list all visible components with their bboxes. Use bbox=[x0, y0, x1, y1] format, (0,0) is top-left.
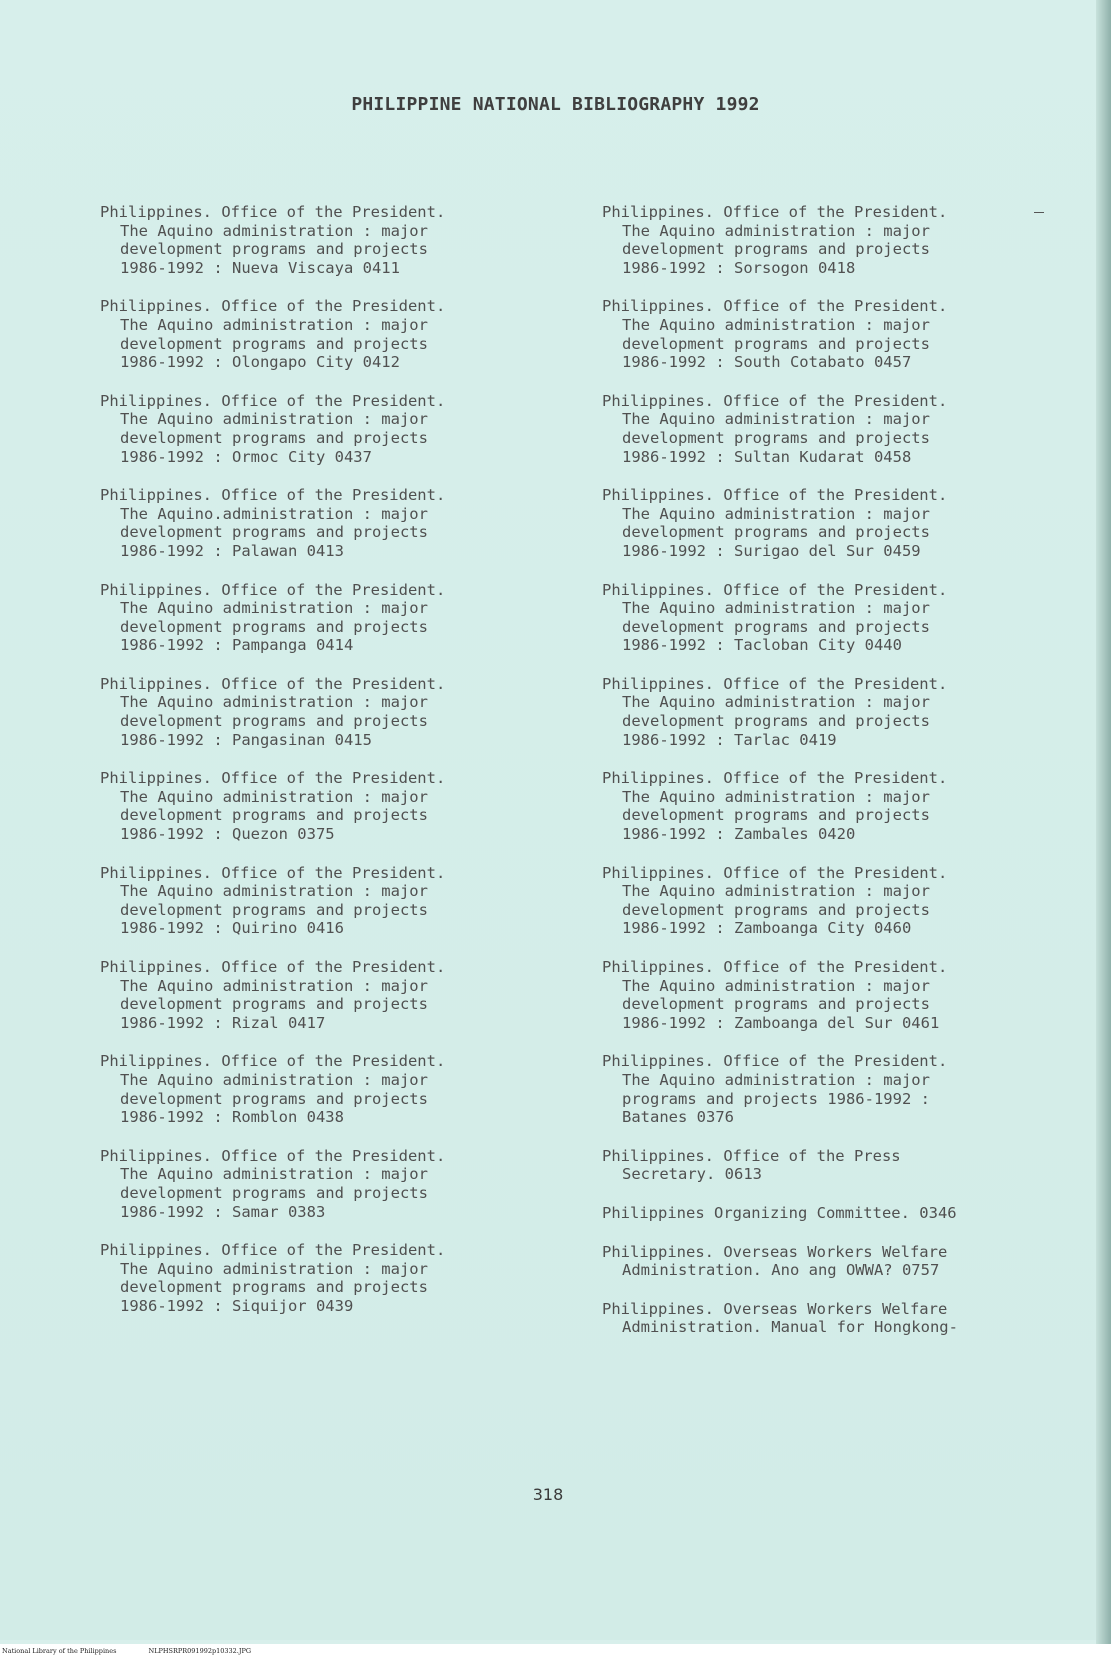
bibliography-entry bbox=[100, 864, 540, 938]
entry-body: Secretary. 0613 bbox=[622, 1165, 762, 1184]
bibliography-entry bbox=[100, 769, 540, 843]
bibliography-entry bbox=[602, 1204, 1042, 1223]
entry-heading: Philippines. Office of the President. bbox=[100, 863, 446, 882]
bibliography-entry bbox=[602, 769, 1042, 843]
entry-heading: Philippines. Overseas Workers Welfare bbox=[602, 1299, 948, 1318]
footer-library: National Library of the Philippines bbox=[2, 1647, 117, 1655]
entry-heading: Philippines. Office of the President. bbox=[100, 958, 446, 976]
entry-heading: Philippines. Office of the President. bbox=[602, 1052, 948, 1071]
bibliography-entry bbox=[100, 1052, 540, 1126]
entry-body: The Aquino administration : major development programs and projects 1986-1992 : Tacloban City 0440 bbox=[622, 599, 930, 655]
entry-heading: Philippines Organizing Committee. 0346 bbox=[602, 1203, 957, 1222]
entry-body: The Aquino administration : major development programs and projects 1986-1992 : Sultan Kudarat 0458 bbox=[622, 410, 930, 466]
entry-heading: Philippines. Office of the President. bbox=[100, 1241, 446, 1260]
entry-body: The Aquino administration : major development programs and projects 1986-1992 : Quezon 0375 bbox=[120, 787, 428, 844]
entry-heading: Philippines. Office of the President. bbox=[100, 203, 446, 221]
bibliography-entry bbox=[602, 1300, 1042, 1337]
entry-heading: Philippines. Office of the President. bbox=[100, 391, 446, 410]
entry-heading: Philippines. Office of the President. bbox=[100, 580, 446, 599]
entry-body: The Aquino administration : major development programs and projects 1986-1992 : Romblon 0438 bbox=[120, 1070, 428, 1127]
bibliography-entry bbox=[602, 864, 1042, 938]
bibliography-entry bbox=[602, 392, 1042, 466]
entry-body: The Aquino administration : major development programs and projects 1986-1992 : Olongapo City 0412 bbox=[120, 315, 428, 372]
bibliography-entry bbox=[602, 1052, 1042, 1126]
entry-heading: Philippines. Office of the President. bbox=[602, 297, 948, 316]
footer-file: NLPHSRPR091992p10332.JPG bbox=[148, 1647, 252, 1655]
bibliography-entry bbox=[100, 392, 540, 466]
scan-footer bbox=[0, 1644, 1111, 1658]
bibliography-entry bbox=[100, 203, 540, 277]
entry-heading: Philippines. Office of the President. bbox=[100, 769, 446, 788]
bibliography-entry bbox=[100, 581, 540, 655]
entry-body: The Aquino administration : major programs and projects 1986-1992 : Batanes 0376 bbox=[622, 1070, 930, 1127]
entry-body: Administration. Manual for Hongkong- bbox=[622, 1318, 958, 1337]
entry-body: The Aquino administration : major development programs and projects 1986-1992 : Ormoc City 0437 bbox=[120, 410, 428, 466]
entry-heading: Philippines. Office of the President. bbox=[602, 391, 948, 410]
entry-heading: Philippines. Office of the President. bbox=[602, 769, 948, 788]
left-column bbox=[100, 203, 540, 1336]
entry-heading: Philippines. Office of the President. bbox=[100, 674, 446, 693]
entry-heading: Philippines. Office of the President. bbox=[602, 958, 948, 976]
bibliography-entry bbox=[602, 581, 1042, 655]
entry-heading: Philippines. Office of the Press bbox=[602, 1146, 901, 1165]
entry-heading: Philippines. Office of the President. bbox=[100, 486, 446, 505]
entry-heading: Philippines. Office of the President. bbox=[602, 863, 948, 882]
bibliography-entry bbox=[100, 486, 540, 560]
bibliography-entry bbox=[602, 297, 1042, 371]
bibliography-entry bbox=[602, 486, 1042, 560]
bibliography-entry bbox=[602, 958, 1042, 1032]
bibliography-entry bbox=[602, 203, 1042, 277]
bibliography-entry bbox=[100, 1241, 540, 1315]
entry-body: The Aquino administration : major development programs and projects 1986-1992 : Zambales 0420 bbox=[622, 787, 930, 844]
entry-body: The Aquino administration : major development programs and projects 1986-1992 : Siquijor 0439 bbox=[120, 1259, 428, 1315]
entry-body: The Aquino administration : major development programs and projects 1986-1992 : Surigao del Sur 0459 bbox=[622, 504, 930, 560]
page-number: 318 bbox=[532, 1485, 564, 1504]
entry-heading: Philippines. Office of the President. bbox=[602, 486, 948, 505]
entry-body: The Aquino administration : major development programs and projects 1986-1992 : Zamboanga del Sur 0461 bbox=[622, 976, 940, 1032]
entry-body: The Aquino administration : major development programs and projects 1986-1992 : Quirino 0416 bbox=[120, 882, 428, 938]
bibliography-entry bbox=[602, 675, 1042, 749]
entry-heading: Philippines. Office of the President. bbox=[602, 203, 948, 221]
entry-body: The Aquino administration : major development programs and projects 1986-1992 : Sorsogon 0418 bbox=[622, 221, 930, 277]
entry-body: The Aquino administration : major development programs and projects 1986-1992 : Rizal 0417 bbox=[120, 976, 428, 1032]
entry-body: The Aquino administration : major development programs and projects 1986-1992 : Tarlac 0419 bbox=[622, 693, 930, 749]
bibliography-entry bbox=[100, 297, 540, 371]
entry-body: The Aquino administration : major development programs and projects 1986-1992 : Pampanga 0414 bbox=[120, 599, 428, 655]
bibliography-entry bbox=[100, 675, 540, 749]
entry-body: The Aquino.administration : major development programs and projects 1986-1992 : Palawan 0413 bbox=[120, 504, 428, 560]
bibliography-entry bbox=[602, 1147, 1042, 1184]
entry-body: The Aquino administration : major development programs and projects 1986-1992 : Pangasinan 0415 bbox=[120, 693, 428, 749]
entry-heading: Philippines. Office of the President. bbox=[602, 580, 948, 599]
entry-body: The Aquino administration : major development programs and projects 1986-1992 : Nueva Viscaya 0411 bbox=[120, 221, 428, 277]
entry-body: The Aquino administration : major development programs and projects 1986-1992 : South Cotabato 0457 bbox=[622, 315, 930, 372]
entry-heading: Philippines. Office of the President. bbox=[100, 297, 446, 316]
bibliography-entry bbox=[100, 1147, 540, 1221]
bibliography-entry bbox=[602, 1243, 1042, 1280]
entry-heading: Philippines. Office of the President. bbox=[100, 1052, 446, 1071]
page-title: PHILIPPINE NATIONAL BIBLIOGRAPHY 1992 bbox=[351, 94, 760, 115]
entry-heading: Philippines. Office of the President. bbox=[100, 1146, 446, 1165]
page-edge-shadow bbox=[1096, 0, 1111, 1658]
entry-body: The Aquino administration : major development programs and projects 1986-1992 : Samar 0383 bbox=[120, 1165, 428, 1221]
entry-heading: Philippines. Overseas Workers Welfare bbox=[602, 1242, 948, 1261]
right-column bbox=[602, 203, 1042, 1357]
entry-body: Administration. Ano ang OWWA? 0757 bbox=[622, 1261, 940, 1280]
entry-body: The Aquino administration : major development programs and projects 1986-1992 : Zamboanga City 0460 bbox=[622, 882, 930, 938]
bibliography-entry bbox=[100, 958, 540, 1032]
entry-heading: Philippines. Office of the President. bbox=[602, 674, 948, 693]
